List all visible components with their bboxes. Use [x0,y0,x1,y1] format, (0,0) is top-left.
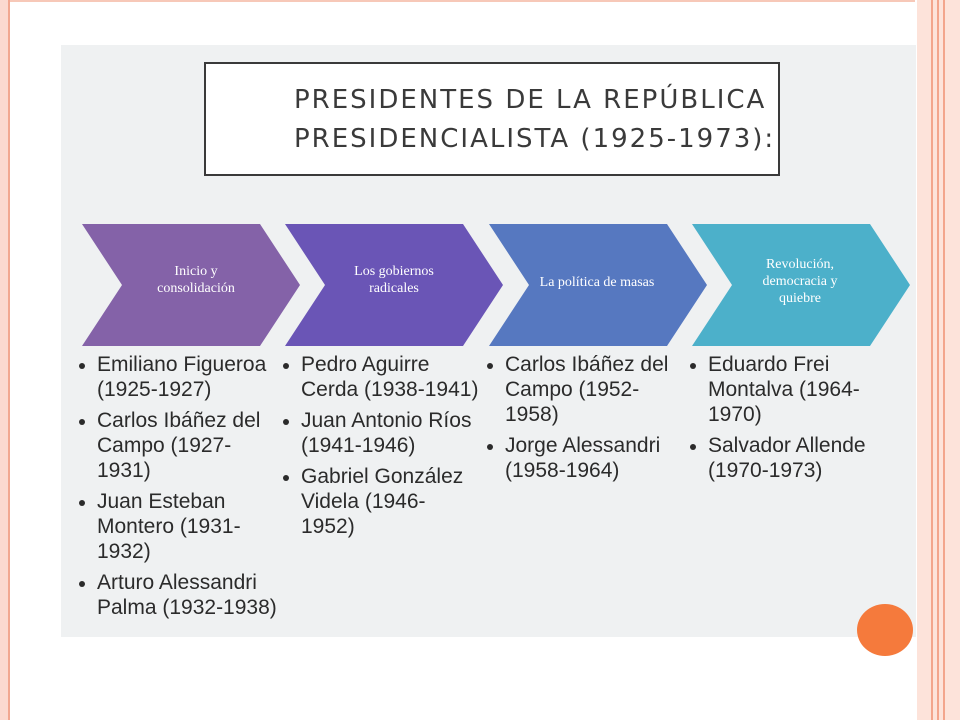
title-line-2: PRESIDENCIALISTA (1925-1973): [294,124,776,154]
stage-label-line: La política de masas [539,275,655,290]
list-item [79,352,277,402]
bullet-icon [690,363,696,369]
item-line: Cerda (1938-1941) [301,378,479,401]
president-list [283,352,478,545]
item-line: Montero (1931- [97,515,241,538]
item-line: Juan Antonio Ríos [301,409,472,432]
item-line: (1941-1946) [301,434,416,457]
item-line: Pedro Aguirre [301,353,430,376]
item-line: 1958) [505,403,559,426]
stage-label-line: Revolución, [765,257,835,272]
list-item [79,570,277,620]
list-item [283,464,478,539]
slide-accent-circle [857,604,913,656]
item-line: (1925-1927) [97,378,212,401]
stage-label-line: democracia y [762,274,838,289]
item-line: 1952) [301,515,355,538]
item-line: Juan Esteban [97,490,226,513]
title-line-1: PRESIDENTES DE LA REPÚBLICA [294,85,767,115]
item-line: 1932) [97,540,151,563]
item-line: Gabriel González [301,465,464,488]
item-line: Palma (1932-1938) [97,596,277,619]
item-line: Montalva (1964- [708,378,860,401]
item-line: Campo (1927- [97,434,232,457]
bullet-icon [487,444,493,450]
stage-label-line: consolidación [157,281,235,296]
item-line: Carlos Ibáñez del [97,409,261,432]
stage-label [111,263,281,297]
item-line: Emiliano Figueroa [97,353,267,376]
bullet-icon [79,581,85,587]
stage-label [512,274,682,291]
list-item [283,352,478,402]
bullet-icon [487,363,493,369]
list-item [487,352,668,427]
bullet-icon [79,500,85,506]
stage-label-line: quiebre [779,291,821,306]
stage-label-line: radicales [369,281,419,296]
item-line: Campo (1952- [505,378,640,401]
item-line: Jorge Alessandri [505,434,661,457]
item-line: 1970) [708,403,762,426]
bullet-icon [283,419,289,425]
item-line: Videla (1946- [301,490,426,513]
stage-label-line: Inicio y [174,264,218,279]
bullet-icon [690,444,696,450]
stage-label [715,256,885,307]
stage-label-line: Los gobiernos [354,264,434,279]
president-list [79,352,277,626]
list-item [690,433,866,483]
bullet-icon [283,363,289,369]
president-list [487,352,668,489]
president-list [690,352,866,489]
item-line: Carlos Ibáñez del [505,353,669,376]
bullet-icon [283,475,289,481]
list-item [690,352,866,427]
item-line: Arturo Alessandri [97,571,257,594]
list-item [79,489,277,564]
item-line: Salvador Allende [708,434,866,457]
item-line: 1931) [97,459,151,482]
item-line: (1958-1964) [505,459,620,482]
item-line: (1970-1973) [708,459,823,482]
item-line: Eduardo Frei [708,353,830,376]
bullet-icon [79,419,85,425]
bullet-icon [79,363,85,369]
list-item [283,408,478,458]
list-item [487,433,668,483]
list-item [79,408,277,483]
stage-label [309,263,479,297]
